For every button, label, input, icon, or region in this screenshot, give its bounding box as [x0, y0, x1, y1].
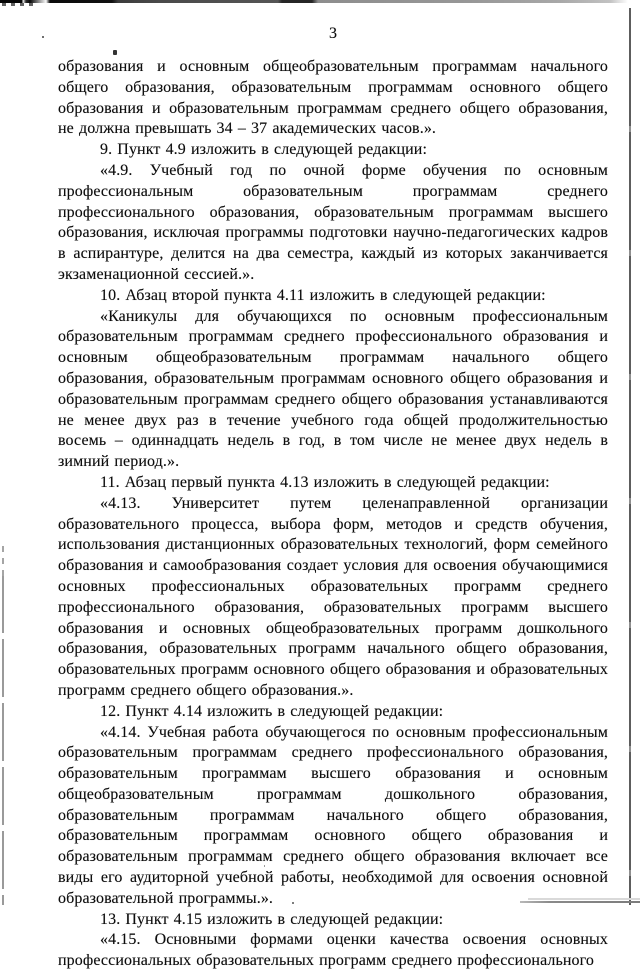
scan-artifact-top-ticks: [2, 3, 38, 6]
paragraph-item-10: 10. Абзац второй пункта 4.11 изложить в следующей редакции:: [100, 286, 546, 304]
page-number: 3: [329, 25, 337, 42]
paragraph-clause-4-14: «4.14. Учебная работа обучающегося по основным профессиональным образовательным программам среднего профессионального образования, образовательным программам высшего образования и основным общеобразовательным программам дошкольного образования, образовательным программам начального общего образования, образовательным программам основного общего образования и образовательным программам среднего общего образования включает все виды его аудиторной учебной работы, необходимой для освоения основной образовательной программы.».: [58, 723, 608, 907]
scan-artifact-right-edge: [629, 8, 631, 905]
scan-artifact-top-edge: [0, 0, 628, 3]
paragraph-clause-4-11: «Каникулы для обучающихся по основным профессиональным образовательным программам среднего профессионального образования и основным общеобразовательным программам начального общего образования, образовательным программам основного общего образования и образовательным программам среднего общего образования устанавливаются не менее двух раз в течение учебного года общей продолжительностью восемь – одиннадцать недель в год, в том числе не менее двух недель в зимний период.».: [58, 307, 608, 471]
scan-artifact-left-edge: [2, 575, 4, 905]
paragraph-item-13: 13. Пункт 4.15 изложить в следующей редакции:: [100, 910, 444, 928]
paragraph-item-9: 9. Пункт 4.9 изложить в следующей редакции:: [100, 141, 427, 159]
paragraph-clause-4-9: «4.9. Учебный год по очной форме обучения по основным профессиональным образовательным программам среднего профессионального образования, образовательным программам высшего образования, исключая программы подготовки научно-педагогических кадров в аспирантуре, делится на два семестра, каждый из которых заканчивается экзаменационной сессией.».: [58, 161, 608, 283]
document-text-block: [58, 24, 608, 972]
paragraph-continuation: образования и основным общеобразовательным программам начального общего образования, образовательным программам основного общего образования и образовательным программам среднего общего образования, не должна превышать 34 – 37 академических часов.».: [58, 58, 608, 138]
paragraph-item-12: 12. Пункт 4.14 изложить в следующей редакции:: [100, 702, 444, 720]
paragraph-clause-4-15: «4.15. Основными формами оценки качества освоения основных профессиональных образовательных программ среднего профессионального: [58, 931, 608, 970]
paragraph-item-11: 11. Абзац первый пункта 4.13 изложить в следующей редакции:: [100, 473, 550, 491]
scan-artifact-left-edge-dashes: [2, 546, 4, 576]
paragraph-clause-4-13: «4.13. Университет путем целенаправленной организации образовательного процесса, выбора форм, методов и средств обучения, использования дистанционных образовательных технологий, форм семейного образования и самообразования создает условия для освоения обучающимися основных профессиональных образовательных программ среднего профессионального образования, образовательных программ высшего образования и основных общеобразовательных программ дошкольного образования, образовательных программ начального общего образования, образовательных программ основного общего образования и образовательных программ среднего общего образования.».: [58, 494, 608, 699]
scan-speck: [42, 36, 44, 38]
